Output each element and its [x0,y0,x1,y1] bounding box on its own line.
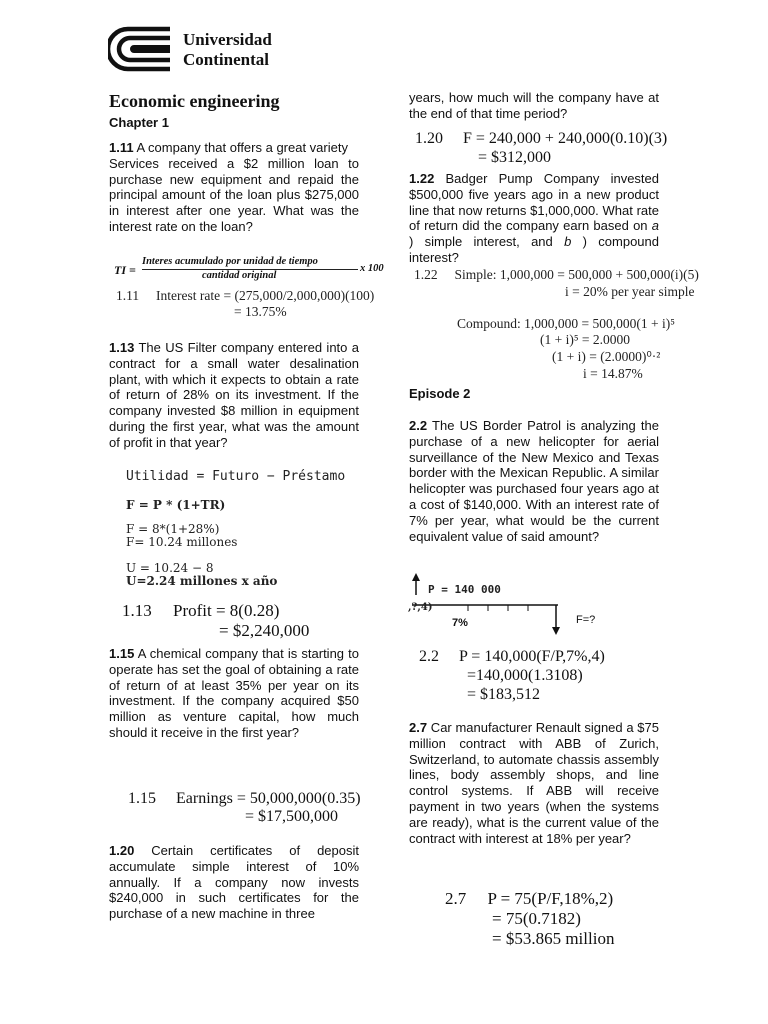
solution-1-11-line-2: = 13.75% [234,304,287,319]
problem-number: 2.7 [409,720,428,735]
solution-1-11-line-1: 1.11 Interest rate = (275,000/2,000,000)(100) [116,288,375,303]
diagram-future-value: F=? [576,614,596,626]
work-line-5: U = 10.24 − 8 [126,561,214,575]
problem-2-7: 2.7 Car manufacturer Renault signed a $75 million contract with ABB of Zurich, Switzerland, to automate chassis assembly lines, body assembly shops, and line control systems. If ABB will receive payment in two years (when the systems are ready), what is the current value of the contract with interest at 18% per year? [409,720,659,846]
work-line-1: Utilidad = Futuro − Préstamo [126,469,346,484]
problem-1-22: 1.22 Badger Pump Company invested $500,000 five years ago in a new product line that now returns $1,000,000. What rate of return did the company earn based on a ) simple interest, and b ) compound interest? [409,171,659,265]
formula-ti [114,256,394,284]
work-line-3: F = 8*(1+28%) [126,522,220,536]
problem-number: 1.11 [109,140,134,155]
document-title: Economic engineering [109,91,280,111]
solution-1-15-line-2: = $17,500,000 [245,808,339,825]
solution-1-22-compound-2: (1 + i)⁵ = 2.0000 [540,332,631,347]
diagram-rate: 7% [452,617,468,629]
work-line-6: U=2.24 millones x año [126,574,278,588]
solution-1-22-compound-4: i = 14.87% [583,366,643,381]
work-line-4: F= 10.24 millones [126,535,238,549]
problem-1-20: 1.20 Certain certificates of deposit accumulate simple interest of 10% annually. If a company now invests $240,000 in such certificates for the purchase of a new machine in three [109,843,359,922]
work-line-2: F = P * (1+TR) [126,498,226,512]
solution-1-13-line-2: = $2,240,000 [219,621,310,640]
formula-denominator: cantidad original [202,270,277,281]
problem-number: 1.13 [109,340,135,355]
diagram-present-value: P = 140 000 [428,583,501,596]
formula-numerator: Interes acumulado por unidad de tiempo [142,256,318,267]
solution-1-22-simple-2: i = 20% per year simple [565,284,695,299]
solution-1-15-line-1: 1.15 Earnings = 50,000,000(0.35) [128,790,361,807]
problem-1-11-text-a: 1.11 A company that offers a great variety [109,140,348,155]
problem-1-20-continued: years, how much will the company have at the end of that time period? [409,90,659,121]
problem-1-11 [109,140,359,235]
solution-2-7-line-2: = 75(0.7182) [492,909,581,928]
solution-2-2-line-3: = $183,512 [467,686,541,703]
cash-flow-diagram [408,573,618,643]
logo-line-2: Continental [183,50,269,69]
problem-1-11-text-b: Services received a $2 million loan to purchase new equipment and repaid the principal amount of the loan plus $275,000 in interest after one year. What was the interest rate on the loan? [109,155,359,234]
solution-1-22-compound-3: (1 + i) = (2.0000)⁰·² [552,349,661,364]
solution-1-13-line-1: 1.13 Profit = 8(0.28) [122,601,280,620]
solution-2-7-line-1: 2.7 P = 75(P/F,18%,2) [445,889,614,908]
logo-c-icon [108,26,172,72]
problem-number: 1.22 [409,171,435,186]
solution-2-2-line-2: =140,000(1.3108) [467,667,583,684]
formula-lhs: TI = [114,263,136,277]
logo-line-1: Universidad [183,30,272,49]
solution-1-22-compound-1: Compound: 1,000,000 = 500,000(1 + i)⁵ [457,316,675,331]
solution-2-7-line-3: = $53.865 million [492,929,615,948]
solution-1-20-line-2: = $312,000 [478,149,552,166]
solution-2-2-line-1: 2.2 P = 140,000(F/P,7%,4) [419,648,605,665]
solution-1-20-line-1: 1.20 F = 240,000 + 240,000(0.10)(3) [415,130,668,147]
problem-number: 1.20 [109,843,135,858]
episode-heading: Episode 2 [409,386,471,401]
problem-1-13: 1.13 The US Filter company entered into a contract for a small water desalination plant, with which it expects to obtain a rate of return of 28% on its investment. If the company invested $8 million in equipment during the first year, what was the amount of profit in that year? [109,340,359,450]
diagram-axis-label: ,?,4) [408,602,433,613]
problem-number: 2.2 [409,418,428,433]
formula-multiplier: x 100 [360,263,384,274]
solution-1-22-simple-1: 1.22 Simple: 1,000,000 = 500,000 + 500,000(i)(5) [414,267,699,282]
university-logo [108,26,288,72]
problem-2-2: 2.2 The US Border Patrol is analyzing the purchase of a new helicopter for aerial surveillance of the New Mexico and Texas border with the Mexican Republic. A similar helicopter was purchased four years ago at a cost of $140,000. With an interest rate of 7% per year, what would be the current equivalent value of said amount? [409,418,659,544]
chapter-heading: Chapter 1 [109,115,169,130]
problem-1-15: 1.15 A chemical company that is starting to operate has set the goal of obtaining a rate of return of at least 35% per year on its investment. If the company acquired $50 million as venture capital, how much should it receive in the first year? [109,646,359,740]
problem-number: 1.15 [109,646,135,661]
